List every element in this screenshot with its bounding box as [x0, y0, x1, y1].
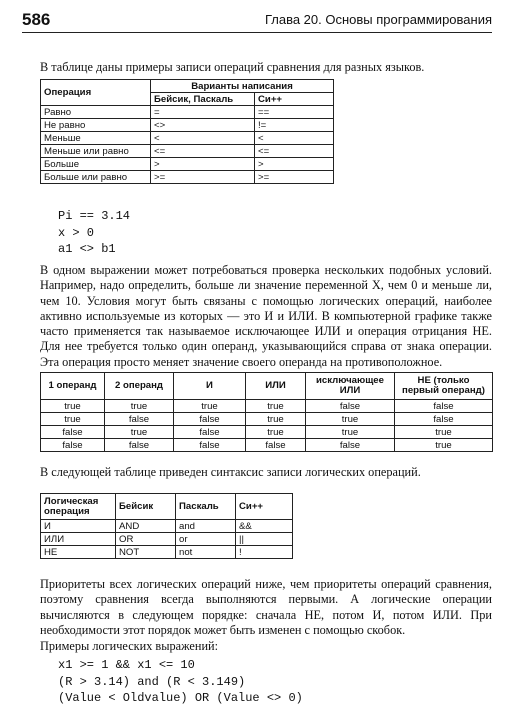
operation-cell: Не равно — [41, 119, 151, 132]
table-row — [41, 106, 334, 119]
table-row — [41, 400, 493, 413]
truth-cell: false — [395, 400, 493, 413]
table-row — [41, 158, 334, 171]
col-c-header: Си++ — [255, 93, 334, 106]
code-line: (R > 3.14) and (R < 3.149) — [58, 674, 246, 689]
truth-header-cell: 2 операнд — [105, 373, 174, 400]
operation-cell: Больше или равно — [41, 171, 151, 184]
syntax-header-cell: Логическая операция — [41, 494, 116, 520]
c-cell: >= — [255, 171, 334, 184]
truth-cell: false — [105, 413, 174, 426]
truth-header-cell: ИЛИ — [246, 373, 306, 400]
truth-cell: true — [306, 413, 395, 426]
syntax-cell: НЕ — [41, 546, 116, 559]
basic-cell: <= — [151, 145, 255, 158]
table-row — [41, 426, 493, 439]
syntax-cell: or — [176, 533, 236, 546]
syntax-cell: || — [236, 533, 293, 546]
truth-cell: true — [105, 400, 174, 413]
truth-header-cell: НЕ (только первый операнд) — [395, 373, 493, 400]
syntax-cell: NOT — [116, 546, 176, 559]
truth-cell: true — [41, 413, 105, 426]
operation-cell: Меньше или равно — [41, 145, 151, 158]
syntax-header-cell: Бейсик — [116, 494, 176, 520]
table-row — [41, 171, 334, 184]
col-basic-header: Бейсик, Паскаль — [151, 93, 255, 106]
c-cell: <= — [255, 145, 334, 158]
code-line: (Value < Oldvalue) OR (Value <> 0) — [58, 691, 303, 705]
c-cell: > — [255, 158, 334, 171]
truth-header-cell: исключающее ИЛИ — [306, 373, 395, 400]
c-cell: < — [255, 132, 334, 145]
operation-cell: Равно — [41, 106, 151, 119]
syntax-cell: И — [41, 520, 116, 533]
truth-cell: true — [395, 426, 493, 439]
intro-text: В таблице даны примеры записи операций сравнения для разных языков. — [40, 60, 425, 74]
truth-cell: false — [174, 439, 246, 452]
paragraph-syntax-intro: В следующей таблице приведен синтаксис записи логических операций. — [40, 465, 421, 479]
basic-cell: < — [151, 132, 255, 145]
table-row — [41, 439, 493, 452]
syntax-cell: and — [176, 520, 236, 533]
col-operation-header: Операция — [41, 80, 151, 106]
truth-cell: true — [306, 426, 395, 439]
truth-cell: false — [306, 439, 395, 452]
syntax-cell: ! — [236, 546, 293, 559]
code-line: x1 >= 1 && x1 <= 10 — [58, 658, 195, 672]
truth-cell: false — [105, 439, 174, 452]
code-block-logic-examples — [58, 657, 303, 707]
syntax-cell: OR — [116, 533, 176, 546]
truth-header-cell: И — [174, 373, 246, 400]
truth-table — [40, 372, 493, 452]
table-row — [41, 132, 334, 145]
basic-cell: > — [151, 158, 255, 171]
code-block-comparisons — [58, 208, 130, 258]
chapter-title: Глава 20. Основы программирования — [264, 12, 492, 27]
truth-cell: true — [246, 413, 306, 426]
variants-group-header: Варианты написания — [151, 80, 334, 93]
truth-cell: false — [306, 400, 395, 413]
operation-cell: Меньше — [41, 132, 151, 145]
truth-cell: true — [246, 400, 306, 413]
code-line: Pi == 3.14 — [58, 209, 131, 223]
paragraph-priorities: Приоритеты всех логических операций ниже, чем приоритеты операций сравнения, поэтому сравнения всегда выполняются первыми. А логические операции вычисляются в следующем порядке: сначала НЕ, потом И, потом ИЛИ. При необходимости этот порядок может быть изменен с помощью скобок. — [40, 577, 492, 637]
table-row — [41, 520, 293, 533]
basic-cell: <> — [151, 119, 255, 132]
comparison-table — [40, 79, 334, 184]
paragraph-logic-intro: В одном выражении может потребоваться проверка нескольких подобных условий. Например, надо определить, больше ли значение переменной X, чем 0 и меньше ли, чем 10. Условия могут быть связаны с помощью логических операций, наиболее активно используемые из которых — это И и ИЛИ. В компьютерной графике также часто применяется так называемое исключающее ИЛИ и операция отрицания НЕ. Для нее требуется только один операнд, указывающийся справа от знака операции. Эта операция просто меняет значение своего операнда на противоположное. — [40, 263, 492, 369]
operation-cell: Больше — [41, 158, 151, 171]
table-row — [41, 119, 334, 132]
syntax-header-cell: Паскаль — [176, 494, 236, 520]
page-number: 586 — [22, 10, 51, 29]
truth-cell: false — [41, 439, 105, 452]
truth-cell: false — [174, 426, 246, 439]
truth-cell: true — [41, 400, 105, 413]
truth-header-cell: 1 операнд — [41, 373, 105, 400]
table-row — [41, 533, 293, 546]
syntax-cell: ИЛИ — [41, 533, 116, 546]
syntax-cell: && — [236, 520, 293, 533]
code-line: x > 0 — [58, 225, 95, 240]
truth-cell: true — [105, 426, 174, 439]
truth-cell: true — [174, 400, 246, 413]
basic-cell: = — [151, 106, 255, 119]
table-row — [41, 546, 293, 559]
syntax-cell: not — [176, 546, 236, 559]
truth-cell: false — [174, 413, 246, 426]
basic-cell: >= — [151, 171, 255, 184]
truth-cell: false — [246, 439, 306, 452]
code-line: a1 <> b1 — [58, 242, 116, 256]
truth-cell: false — [395, 413, 493, 426]
paragraph-examples-intro: Примеры логических выражений: — [40, 639, 219, 653]
syntax-header-cell: Си++ — [236, 494, 293, 520]
syntax-cell: AND — [116, 520, 176, 533]
table-row — [41, 145, 334, 158]
c-cell: != — [255, 119, 334, 132]
c-cell: == — [255, 106, 334, 119]
syntax-table — [40, 493, 293, 559]
table-row — [41, 413, 493, 426]
truth-cell: true — [246, 426, 306, 439]
truth-cell: true — [395, 439, 493, 452]
truth-cell: false — [41, 426, 105, 439]
page-header — [22, 10, 492, 33]
comparison-table-body — [41, 106, 334, 184]
